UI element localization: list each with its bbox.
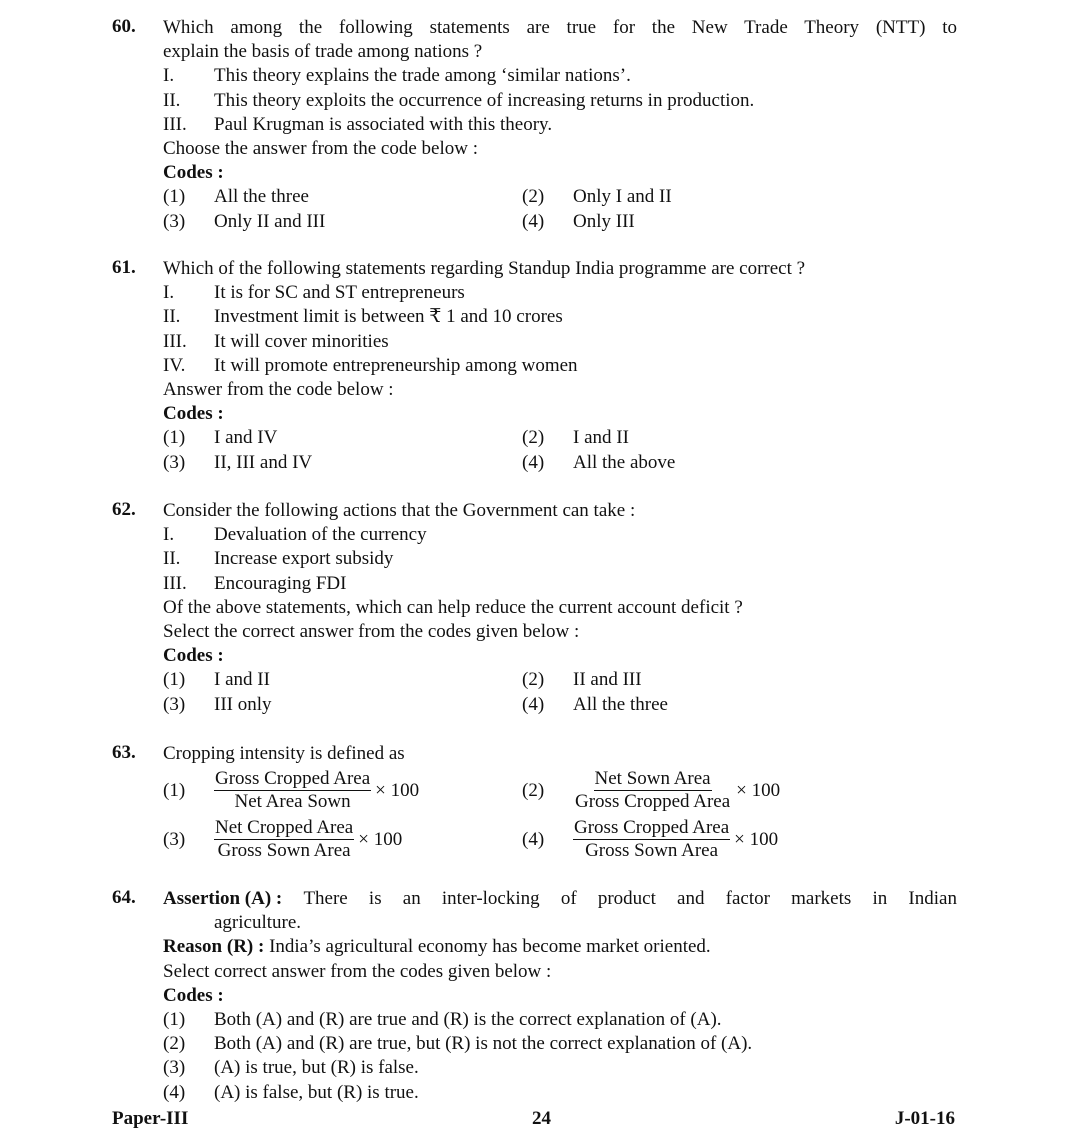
statement	[163, 89, 957, 113]
option-number: (4)	[163, 1081, 186, 1103]
multiplier: × 100	[736, 779, 781, 801]
fraction-denominator: Net Area Sown	[234, 791, 351, 813]
statement-text: Investment limit is between ₹ 1 and 10 crores	[214, 306, 563, 328]
question-text: Consider the following actions that the Government can take :	[163, 500, 636, 521]
option-text: Both (A) and (R) are true and (R) is the correct explanation of (A).	[214, 1009, 722, 1031]
codes-label: Codes :	[163, 162, 224, 184]
option-number: (4)	[522, 693, 545, 715]
statement-text: Paul Krugman is associated with this theory.	[214, 113, 553, 135]
fraction-numerator: Net Cropped Area	[215, 817, 354, 839]
question-number: 61.	[112, 257, 136, 278]
option	[163, 185, 522, 209]
assertion-word: inter-locking	[441, 888, 540, 909]
options-grid	[163, 185, 957, 233]
statement	[163, 64, 957, 88]
instruction-2: Select the correct answer from the codes given below :	[163, 621, 580, 643]
instruction: Choose the answer from the code below :	[163, 138, 478, 160]
assertion-word: in	[872, 888, 888, 909]
reason-label: Reason (R) :	[163, 936, 265, 958]
statement	[163, 572, 957, 596]
statement-roman: III.	[163, 330, 187, 352]
question-62	[112, 499, 957, 717]
option-number: (1)	[163, 669, 186, 691]
option-text: Both (A) and (R) are true, but (R) is not the correct explanation of (A).	[214, 1033, 753, 1055]
statement-text: Encouraging FDI	[214, 572, 347, 594]
statement-roman: III.	[163, 113, 187, 135]
option-number: (3)	[163, 210, 186, 232]
option-text: I and II	[573, 427, 629, 449]
option-text: II, III and IV	[214, 451, 313, 473]
option-number: (1)	[163, 427, 186, 449]
fraction	[214, 817, 354, 862]
question-text: Cropping intensity is defined as	[163, 743, 405, 764]
assertion-word: and	[677, 888, 705, 909]
statement-text: This theory explains the trade among ‘similar nations’.	[214, 65, 631, 87]
fraction-option	[163, 815, 522, 864]
option-number: (4)	[522, 828, 545, 850]
fraction	[214, 768, 371, 813]
options-grid	[163, 668, 957, 716]
fraction-numerator: Gross Cropped Area	[215, 768, 371, 790]
option-text: All the three	[214, 186, 309, 208]
statement-roman: II.	[163, 306, 181, 328]
instruction: Of the above statements, which can help reduce the current account deficit ?	[163, 596, 743, 618]
option	[163, 668, 522, 692]
paper-label: Paper-III	[112, 1108, 189, 1129]
statement	[163, 281, 957, 305]
question-text: Which among the following statements are true for the New Trade Theory (NTT) to	[163, 17, 957, 38]
question-60	[112, 16, 957, 234]
option-number: (1)	[163, 1009, 186, 1031]
option-number: (2)	[522, 427, 545, 449]
assertion-continued: agriculture.	[214, 912, 302, 934]
statement	[163, 330, 957, 354]
statement	[163, 523, 957, 547]
option-text: I and II	[214, 669, 270, 691]
question-64	[112, 887, 957, 1105]
option-text: Only I and II	[573, 186, 672, 208]
option	[163, 693, 522, 717]
codes-label: Codes :	[163, 645, 224, 667]
fraction-option	[163, 766, 522, 815]
statement-text: It will promote entrepreneurship among women	[214, 354, 578, 376]
option-number: (2)	[522, 669, 545, 691]
option-number: (3)	[163, 1057, 186, 1079]
option-text: Only III	[573, 210, 635, 232]
multiplier: × 100	[375, 779, 420, 801]
option-text: All the three	[573, 693, 668, 715]
option-number: (2)	[522, 779, 545, 801]
statement-roman: I.	[163, 65, 175, 87]
multiplier: × 100	[358, 828, 403, 850]
statement-roman: III.	[163, 572, 187, 594]
question-text-cont: explain the basis of trade among nations ?	[163, 41, 483, 63]
statement-roman: I.	[163, 524, 175, 546]
option-number: (2)	[522, 186, 545, 208]
fraction-denominator: Gross Cropped Area	[575, 791, 731, 813]
booklet-code: J-01-16	[894, 1108, 955, 1129]
question-number: 60.	[112, 16, 136, 37]
assertion-word: is	[368, 888, 382, 909]
question-number: 63.	[112, 742, 136, 763]
assertion-line	[163, 887, 957, 911]
fraction-denominator: Gross Sown Area	[585, 840, 719, 862]
statement-text: Devaluation of the currency	[214, 524, 427, 546]
multiplier: × 100	[734, 828, 779, 850]
statement	[163, 547, 957, 571]
instruction: Answer from the code below :	[163, 379, 394, 401]
option-text: I and IV	[214, 427, 278, 449]
assertion-word: product	[597, 888, 656, 909]
option	[522, 451, 957, 475]
assertion-word: markets	[791, 888, 852, 909]
codes-label: Codes :	[163, 403, 224, 425]
option-text: Only II and III	[214, 210, 326, 232]
assertion-word: factor	[725, 888, 770, 909]
option-number: (1)	[163, 779, 186, 801]
option-text: II and III	[573, 669, 642, 691]
statement-roman: II.	[163, 89, 181, 111]
fraction-option	[522, 815, 957, 864]
option-text: (A) is true, but (R) is false.	[214, 1057, 419, 1079]
fraction-denominator: Gross Sown Area	[217, 840, 351, 862]
statement	[163, 113, 957, 137]
fraction-numerator: Gross Cropped Area	[574, 817, 730, 839]
option	[163, 1056, 957, 1080]
assertion-label: Assertion (A) :	[163, 888, 283, 909]
option-number: (3)	[163, 693, 186, 715]
question-text: Which of the following statements regarding Standup India programme are correct ?	[163, 258, 806, 279]
assertion-word: There	[303, 888, 348, 909]
option-text: III only	[214, 693, 272, 715]
statement-text: Increase export subsidy	[214, 548, 394, 570]
option-number: (3)	[163, 828, 186, 850]
option	[163, 210, 522, 234]
instruction: Select correct answer from the codes given below :	[163, 960, 552, 982]
option	[163, 451, 522, 475]
option	[163, 1032, 957, 1056]
reason-text: India’s agricultural economy has become market oriented.	[269, 936, 711, 958]
option	[163, 1008, 957, 1032]
question-number: 64.	[112, 887, 136, 908]
statement-text: It is for SC and ST entrepreneurs	[214, 282, 465, 304]
fraction-options-grid	[163, 766, 957, 864]
statement	[163, 305, 957, 329]
question-63	[112, 742, 957, 864]
option	[522, 693, 957, 717]
option	[522, 668, 957, 692]
reason-line	[163, 935, 957, 959]
option-text: All the above	[573, 451, 676, 473]
fraction-numerator: Net Sown Area	[594, 768, 711, 790]
options-grid	[163, 426, 957, 474]
fraction-option	[522, 766, 957, 815]
option-number: (4)	[522, 210, 545, 232]
statement-text: It will cover minorities	[214, 330, 389, 352]
option-text: (A) is false, but (R) is true.	[214, 1081, 419, 1103]
option	[522, 185, 957, 209]
option	[163, 1081, 957, 1105]
option-number: (4)	[522, 451, 545, 473]
page-number: 24	[532, 1108, 551, 1129]
statement-roman: IV.	[163, 354, 186, 376]
assertion-word: an	[402, 888, 421, 909]
page-footer	[112, 1108, 955, 1132]
assertion-word: of	[560, 888, 577, 909]
question-61	[112, 257, 957, 475]
statement	[163, 354, 957, 378]
fraction	[573, 817, 730, 862]
question-number: 62.	[112, 499, 136, 520]
option	[522, 210, 957, 234]
statement-roman: I.	[163, 282, 175, 304]
fraction	[573, 768, 732, 813]
statement-text: This theory exploits the occurrence of increasing returns in production.	[214, 89, 755, 111]
option-number: (2)	[163, 1033, 186, 1055]
option-number: (3)	[163, 451, 186, 473]
option	[522, 426, 957, 450]
statement-roman: II.	[163, 548, 181, 570]
assertion-word: Indian	[908, 888, 957, 909]
codes-label: Codes :	[163, 984, 224, 1006]
option	[163, 426, 522, 450]
option-number: (1)	[163, 186, 186, 208]
